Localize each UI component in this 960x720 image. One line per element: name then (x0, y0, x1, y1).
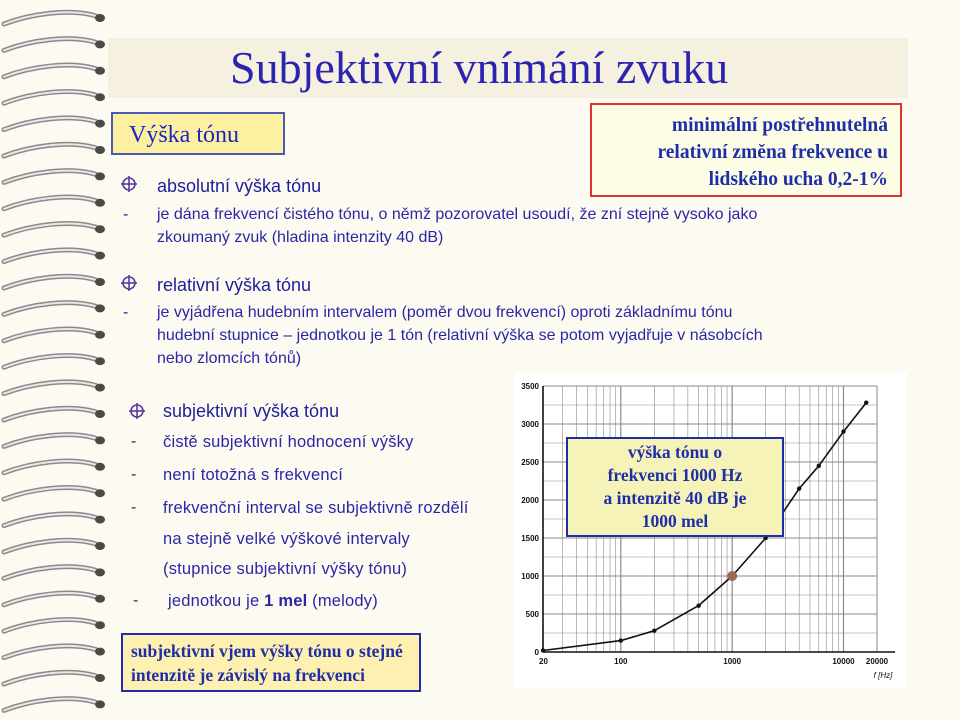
subjektivni-unit-line (168, 592, 378, 611)
x-tick-label: 10000 (832, 657, 855, 666)
spiral-ring (4, 408, 105, 420)
reference-point-marker (727, 571, 737, 581)
spiral-binding (0, 0, 120, 720)
spiral-ring (4, 567, 105, 579)
spiral-ring (4, 382, 105, 394)
spiral-ring (4, 487, 105, 499)
subjektivni-heading: subjektivní výška tónu (163, 401, 340, 421)
relativni-heading: relativní výška tónu (157, 275, 312, 295)
subjektivni-item-3: frekvenční interval se subjektivně rozdělí (163, 499, 469, 517)
spiral-ring (4, 514, 105, 526)
relativni-dash: - (123, 304, 129, 321)
min-change-line-1: minimální postřehnutelná (671, 115, 888, 136)
min-change-line-2: relativní změna frekvence u (657, 142, 888, 163)
spiral-ring (4, 646, 105, 658)
spiral-ring (4, 461, 105, 473)
spiral-ring (4, 303, 105, 315)
slide-title: Subjektivní vnímání zvuku (230, 42, 729, 93)
thousand-mel-line-3: a intenzitě 40 dB je (603, 488, 747, 508)
subjektivni-item-2: není totožná s frekvencí (163, 466, 343, 484)
frequency-dependence-box (121, 633, 421, 692)
x-tick-label: 20 (539, 657, 548, 666)
data-point (864, 401, 868, 405)
spiral-ring (4, 223, 105, 235)
unit-prefix: jednotkou je (168, 592, 265, 610)
vyska-tonu-label: Výška tónu (129, 122, 239, 148)
data-point (817, 464, 821, 468)
spiral-ring (4, 12, 105, 24)
spiral-ring (4, 329, 105, 341)
absolutni-dash: - (123, 206, 129, 223)
y-tick-label: 3000 (521, 420, 539, 429)
y-tick-label: 1000 (521, 572, 539, 581)
absolutni-line-1: je dána frekvencí čistého tónu, o němž pozorovatel usoudí, že zní stejně vysoko jako (157, 206, 758, 223)
spiral-ring (4, 699, 105, 711)
bullet-icon (128, 402, 146, 420)
min-change-line-3: lidského ucha 0,2-1% (708, 169, 888, 190)
spiral-ring (4, 65, 105, 77)
spiral-ring (4, 171, 105, 183)
thousand-mel-box (566, 437, 784, 537)
subjektivni-dash: - (131, 499, 137, 516)
absolutni-heading: absolutní výška tónu (157, 176, 322, 196)
spiral-ring (4, 672, 105, 684)
spiral-ring (4, 540, 105, 552)
data-point (619, 638, 623, 642)
data-point (797, 486, 801, 490)
subjektivni-dash: - (131, 433, 137, 450)
bullet-icon (120, 175, 138, 193)
thousand-mel-line-1: výška tónu o (627, 442, 723, 462)
subjektivni-cont-2: (stupnice subjektivní výšky tónu) (163, 560, 408, 578)
y-tick-label: 500 (525, 610, 539, 619)
subjektivni-dash: - (133, 592, 139, 609)
spiral-ring (4, 276, 105, 288)
frequency-dependence-line-1: subjektivní vjem výšky tónu o stejné (131, 641, 403, 661)
bullet-icon (120, 274, 138, 292)
relativni-line-2: hudební stupnice – jednotkou je 1 tón (relativní výška se potom vyjadřuje v násobcích (157, 327, 763, 344)
absolutni-line-2: zkoumaný zvuk (hladina intenzity 40 dB) (157, 229, 444, 246)
y-tick-label: 2000 (521, 496, 539, 505)
y-tick-label: 3500 (521, 382, 539, 391)
data-point (652, 629, 656, 633)
vyska-tonu-box (111, 112, 285, 155)
subjektivni-item-1: čistě subjektivní hodnocení výšky (163, 433, 414, 451)
spiral-ring (4, 250, 105, 262)
spiral-ring (4, 39, 105, 51)
relativni-line-1: je vyjádřena hudebním intervalem (poměr dvou frekvencí) oproti základnímu tónu (157, 304, 733, 321)
unit-suffix: (melody) (307, 592, 378, 610)
subjektivni-dash: - (131, 466, 137, 483)
data-point (841, 429, 845, 433)
spiral-ring (4, 118, 105, 130)
x-axis-label: f [Hz] (873, 671, 893, 680)
x-tick-label: 100 (614, 657, 628, 666)
thousand-mel-line-4: 1000 mel (641, 511, 709, 531)
spiral-ring (4, 619, 105, 631)
relativni-line-3: nebo zlomcích tónů) (157, 350, 302, 367)
y-tick-label: 1500 (521, 534, 539, 543)
spiral-ring (4, 91, 105, 103)
min-change-box (590, 103, 902, 197)
spiral-ring (4, 355, 105, 367)
y-tick-label: 0 (534, 648, 539, 657)
spiral-ring (4, 197, 105, 209)
spiral-ring (4, 144, 105, 156)
x-tick-label: 20000 (865, 657, 889, 666)
x-tick-label: 1000 (723, 657, 742, 666)
data-point (696, 603, 700, 607)
thousand-mel-line-2: frekvenci 1000 Hz (607, 465, 743, 485)
spiral-ring (4, 593, 105, 605)
unit-mel: 1 mel (264, 592, 308, 610)
subjektivni-cont-1: na stejně velké výškové intervaly (163, 530, 410, 548)
spiral-ring (4, 435, 105, 447)
y-tick-label: 2500 (521, 458, 539, 467)
data-point (541, 648, 545, 652)
frequency-dependence-line-2: intenzitě je závislý na frekvenci (131, 665, 365, 685)
